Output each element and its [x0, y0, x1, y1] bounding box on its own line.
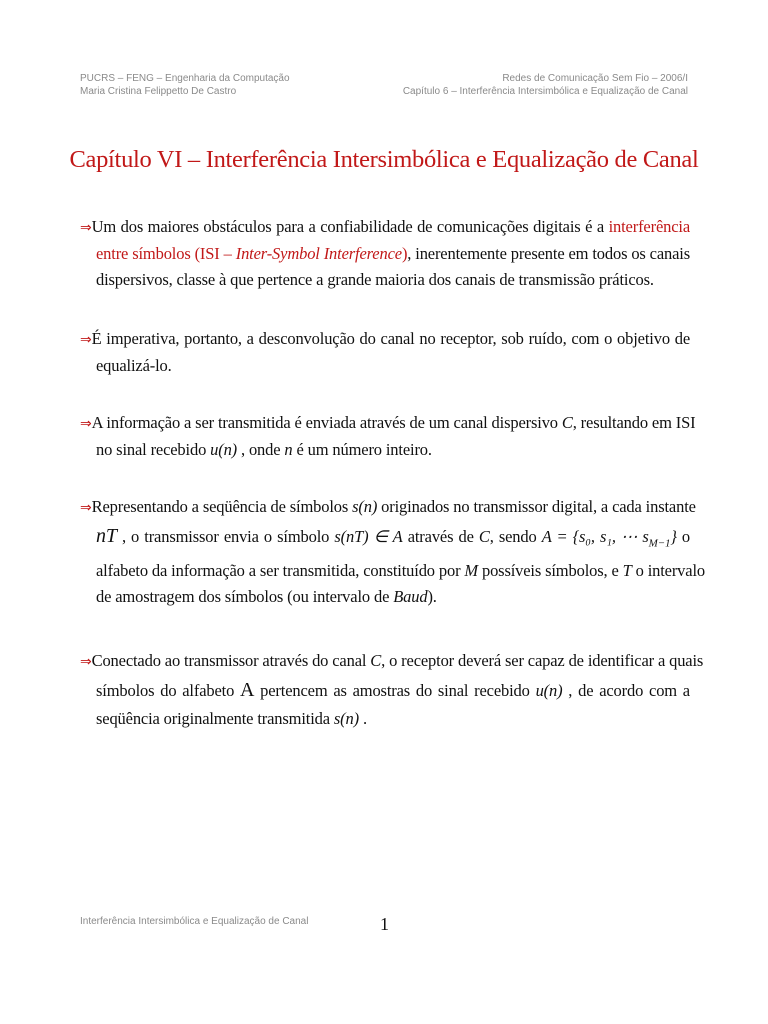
page-title: Capítulo VI – Interferência Intersimbólica e Equalização de Canal	[69, 146, 699, 173]
page-number: 1	[380, 914, 389, 934]
header-chapter: Capítulo 6 – Interferência Intersimbólica e Equalização de Canal	[402, 86, 688, 97]
math-alphabet-set: A = {s₀, s₁, ⋯ $s_{M-1}$}	[541, 527, 677, 550]
arrow-bullet-icon: ⇒	[80, 500, 92, 516]
highlight-term: interferência	[608, 217, 690, 236]
paragraph-4: ⇒Representando a seqüência de símbolos s(n) originados no transmissor digital, a cada instante nT , o transmissor envia o símbolo s(nT) ∈ A através de C, sendo A = {s₀, s₁, ⋯ $s_{M-1}$} o alfabeto da informação a ser transmitida, constituído por M possíveis símbolos, e T o intervalo de amostragem dos símbolos (ou intervalo de Baud).	[80, 497, 705, 607]
paragraph-3: ⇒A informação a ser transmitida é enviada através de um canal dispersivo C, resultando em ISI no sinal recebido u(n) , onde n é um número inteiro.	[80, 413, 696, 459]
arrow-bullet-icon: ⇒	[80, 332, 92, 348]
math-nT: nT	[96, 525, 117, 547]
math-s-n: s(n)	[333, 709, 359, 728]
paragraph-1: ⇒Um dos maiores obstáculos para a confiabilidade de comunicações digitais é a interferência entre símbolos (ISI – Inter-Symbol Interference), inerentemente presente em todos os canais dispersivos, classe à que pertence a grande maioria dos canais de transmissão práticos.	[80, 217, 691, 289]
arrow-bullet-icon: ⇒	[80, 654, 92, 670]
footer-title: Interferência Intersimbólica e Equalização de Canal	[80, 916, 309, 927]
header-institution: PUCRS – FENG – Engenharia da Computação	[80, 73, 290, 84]
math-symbol-membership: s(nT) ∈ A	[334, 527, 403, 546]
math-u-n: u(n)	[535, 681, 563, 700]
arrow-bullet-icon: ⇒	[80, 220, 92, 236]
arrow-bullet-icon: ⇒	[80, 416, 92, 432]
header-left	[80, 72, 290, 98]
header-author: Maria Cristina Felippetto De Castro	[80, 86, 237, 97]
header-right	[403, 72, 688, 98]
paragraph-5: ⇒Conectado ao transmissor através do canal C, o receptor deverá ser capaz de identificar a quais símbolos do alfabeto A pertencem as amostras do sinal recebido u(n) , de acordo com a seqüência originalmente transmitida s(n) .	[80, 651, 704, 728]
paragraph-2: ⇒É imperativa, portanto, a desconvolução do canal no receptor, sob ruído, com o objetivo de equalizá-lo.	[80, 329, 690, 375]
header-course: Redes de Comunicação Sem Fio – 2006/I	[502, 73, 688, 84]
math-alphabet-A: A	[240, 679, 255, 701]
math-s-n: s(n)	[352, 497, 378, 516]
